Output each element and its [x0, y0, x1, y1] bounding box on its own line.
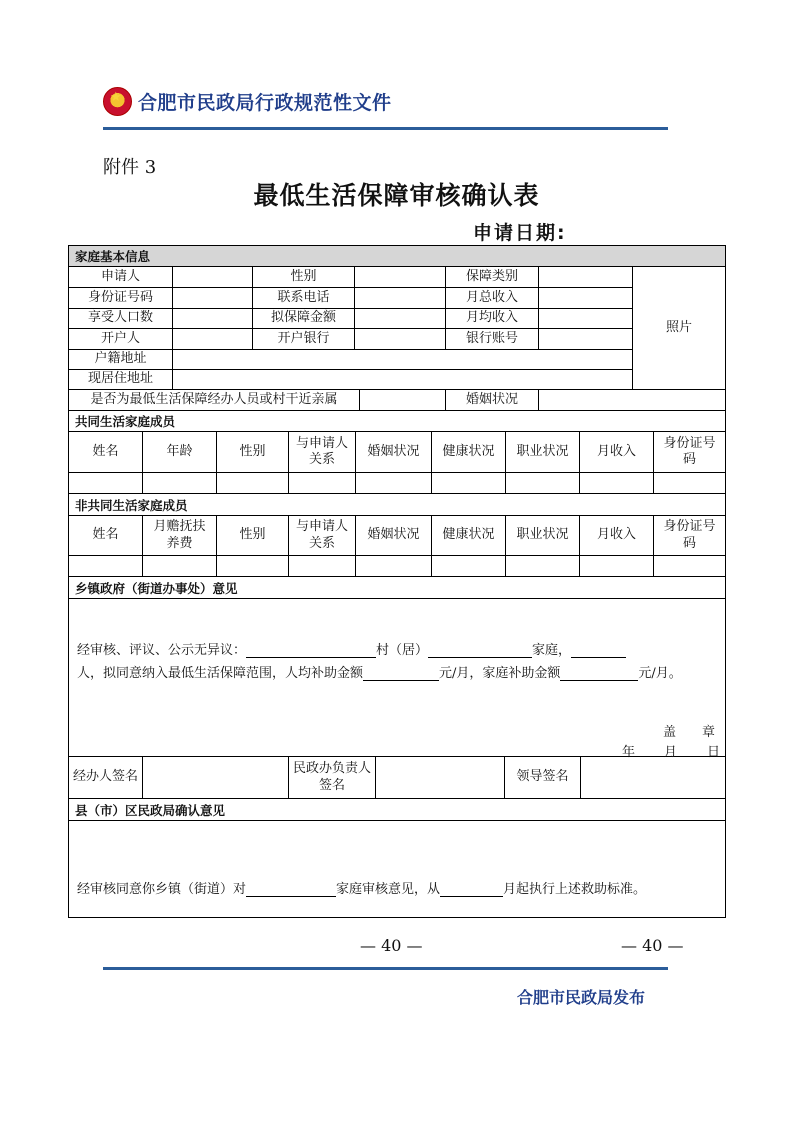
label-proposed-amount: 拟保障金额 — [253, 309, 355, 329]
non-co-living-header-5: 健康状况 — [432, 516, 506, 556]
co-living-header-0: 姓名 — [69, 432, 143, 473]
co-living-cell-0[interactable] — [69, 473, 143, 494]
national-emblem-icon — [103, 87, 132, 116]
co-living-cell-1[interactable] — [143, 473, 217, 494]
town-text: 经审核、评议、公示无异议： — [77, 643, 247, 658]
form-title: 最低生活保障审核确认表 — [253, 181, 540, 210]
date-day: 日 — [707, 745, 721, 760]
attachment-label: 附件 3 — [103, 157, 157, 178]
non-co-living-cell-4[interactable] — [356, 556, 432, 577]
non-co-living-header-3: 与申请人关系 — [289, 516, 356, 556]
co-living-header-1: 年龄 — [143, 432, 217, 473]
co-living-cell-5[interactable] — [432, 473, 506, 494]
label-household-address: 户籍地址 — [69, 350, 173, 370]
field-marital-status[interactable] — [539, 390, 725, 411]
non-co-living-header-2: 性别 — [217, 516, 289, 556]
town-text: 家庭， — [532, 643, 572, 658]
non-co-living-header-0: 姓名 — [69, 516, 143, 556]
label-guarantee-type: 保障类别 — [446, 267, 539, 288]
label-leader-signature: 领导签名 — [505, 757, 581, 799]
label-bank: 开户银行 — [253, 329, 355, 350]
field-proposed-amount[interactable] — [355, 309, 446, 329]
non-co-living-header-7: 月收入 — [580, 516, 654, 556]
field-account-number[interactable] — [539, 329, 633, 350]
co-living-header-8: 身份证号码 — [654, 432, 725, 473]
label-handler-signature: 经办人签名 — [69, 757, 143, 799]
page-number: — 40 — — [360, 936, 423, 955]
label-account-holder: 开户人 — [69, 329, 173, 350]
co-living-header-6: 职业状况 — [506, 432, 580, 473]
county-text: 月起执行上述救助标准。 — [503, 882, 647, 897]
seal-label: 盖 章 — [663, 725, 716, 740]
date-month: 月 — [664, 745, 678, 760]
non-co-living-header-8: 身份证号码 — [654, 516, 725, 556]
non-co-living-cell-8[interactable] — [654, 556, 725, 577]
non-co-living-cell-3[interactable] — [289, 556, 356, 577]
family-blank[interactable] — [428, 645, 532, 658]
co-living-cell-2[interactable] — [217, 473, 289, 494]
section-non-co-living: 非共同生活家庭成员 — [69, 494, 725, 516]
co-living-header-7: 月收入 — [580, 432, 654, 473]
field-id-number[interactable] — [173, 288, 253, 309]
town-text: 元/月。 — [638, 666, 682, 681]
field-handler-signature[interactable] — [143, 757, 289, 799]
town-line-2 — [77, 662, 682, 681]
label-current-address: 现居住地址 — [69, 370, 173, 390]
non-co-living-cell-1[interactable] — [143, 556, 217, 577]
co-living-cell-8[interactable] — [654, 473, 725, 494]
label-applicant: 申请人 — [69, 267, 173, 288]
field-phone[interactable] — [355, 288, 446, 309]
label-monthly-avg-income: 月均收入 — [446, 309, 539, 329]
field-monthly-total-income[interactable] — [539, 288, 633, 309]
county-text: 家庭审核意见，从 — [336, 882, 441, 897]
section-town-opinion: 乡镇政府（街道办事处）意见 — [69, 577, 725, 599]
county-text: 经审核同意你乡镇（街道）对 — [77, 882, 247, 897]
section-co-living: 共同生活家庭成员 — [69, 411, 725, 432]
header-rule — [103, 127, 668, 130]
co-living-cell-4[interactable] — [356, 473, 432, 494]
label-household-size: 享受人口数 — [69, 309, 173, 329]
co-living-header-4: 婚姻状况 — [356, 432, 432, 473]
town-line-1 — [77, 639, 626, 658]
field-leader-signature[interactable] — [581, 757, 725, 799]
non-co-living-cell-2[interactable] — [217, 556, 289, 577]
label-phone: 联系电话 — [253, 288, 355, 309]
field-household-size[interactable] — [173, 309, 253, 329]
co-living-header-5: 健康状况 — [432, 432, 506, 473]
label-id-number: 身份证号码 — [69, 288, 173, 309]
village-blank[interactable] — [246, 645, 376, 658]
label-civil-affairs-head-signature: 民政办负责人签名 — [289, 757, 376, 799]
non-co-living-header-1: 月赡抚扶养费 — [143, 516, 217, 556]
town-opinion-area — [69, 599, 725, 760]
date-year: 年 — [622, 745, 636, 760]
review-confirmation-form — [68, 245, 726, 918]
non-co-living-header-6: 职业状况 — [506, 516, 580, 556]
non-co-living-cell-0[interactable] — [69, 556, 143, 577]
photo-box[interactable]: 照片 — [633, 267, 725, 390]
field-bank[interactable] — [355, 329, 446, 350]
co-living-header-3: 与申请人关系 — [289, 432, 356, 473]
label-relative-question: 是否为最低生活保障经办人员或村干近亲属 — [69, 390, 360, 411]
field-civil-affairs-head-signature[interactable] — [376, 757, 505, 799]
label-gender: 性别 — [253, 267, 355, 288]
page-number: — 40 — — [621, 936, 684, 955]
header-title: 合肥市民政局行政规范性文件 — [138, 91, 392, 114]
footer-rule — [103, 967, 668, 970]
co-living-cell-6[interactable] — [506, 473, 580, 494]
county-month-blank[interactable] — [440, 884, 503, 897]
town-text: 元/月，家庭补助金额 — [439, 666, 561, 681]
field-monthly-avg-income[interactable] — [539, 309, 633, 329]
non-co-living-header-4: 婚姻状况 — [356, 516, 432, 556]
town-text: 人，拟同意纳入最低生活保障范围，人均补助金额 — [77, 666, 364, 681]
field-relative-question[interactable] — [360, 390, 446, 411]
section-county-opinion: 县（市）区民政局确认意见 — [69, 799, 725, 821]
non-co-living-cell-7[interactable] — [580, 556, 654, 577]
publisher: 合肥市民政局发布 — [517, 988, 646, 1007]
per-capita-blank[interactable] — [363, 668, 439, 681]
non-co-living-cell-5[interactable] — [432, 556, 506, 577]
non-co-living-cell-6[interactable] — [506, 556, 580, 577]
co-living-cell-7[interactable] — [580, 473, 654, 494]
apply-date-label: 申请日期: — [473, 222, 567, 244]
field-account-holder[interactable] — [173, 329, 253, 350]
label-marital-status: 婚姻状况 — [446, 390, 539, 411]
label-monthly-total-income: 月总收入 — [446, 288, 539, 309]
field-gender[interactable] — [355, 267, 446, 288]
county-opinion-text — [77, 878, 646, 897]
field-household-address[interactable] — [173, 350, 633, 370]
county-family-blank[interactable] — [246, 884, 336, 897]
field-current-address[interactable] — [173, 370, 633, 390]
co-living-header-2: 性别 — [217, 432, 289, 473]
field-guarantee-type[interactable] — [539, 267, 633, 288]
count-blank[interactable] — [571, 645, 626, 658]
section-family-basic: 家庭基本信息 — [69, 246, 725, 267]
family-amount-blank[interactable] — [560, 668, 638, 681]
town-text: 村（居） — [376, 643, 429, 658]
co-living-cell-3[interactable] — [289, 473, 356, 494]
document-header — [103, 86, 392, 116]
field-applicant[interactable] — [173, 267, 253, 288]
label-account-number: 银行账号 — [446, 329, 539, 350]
